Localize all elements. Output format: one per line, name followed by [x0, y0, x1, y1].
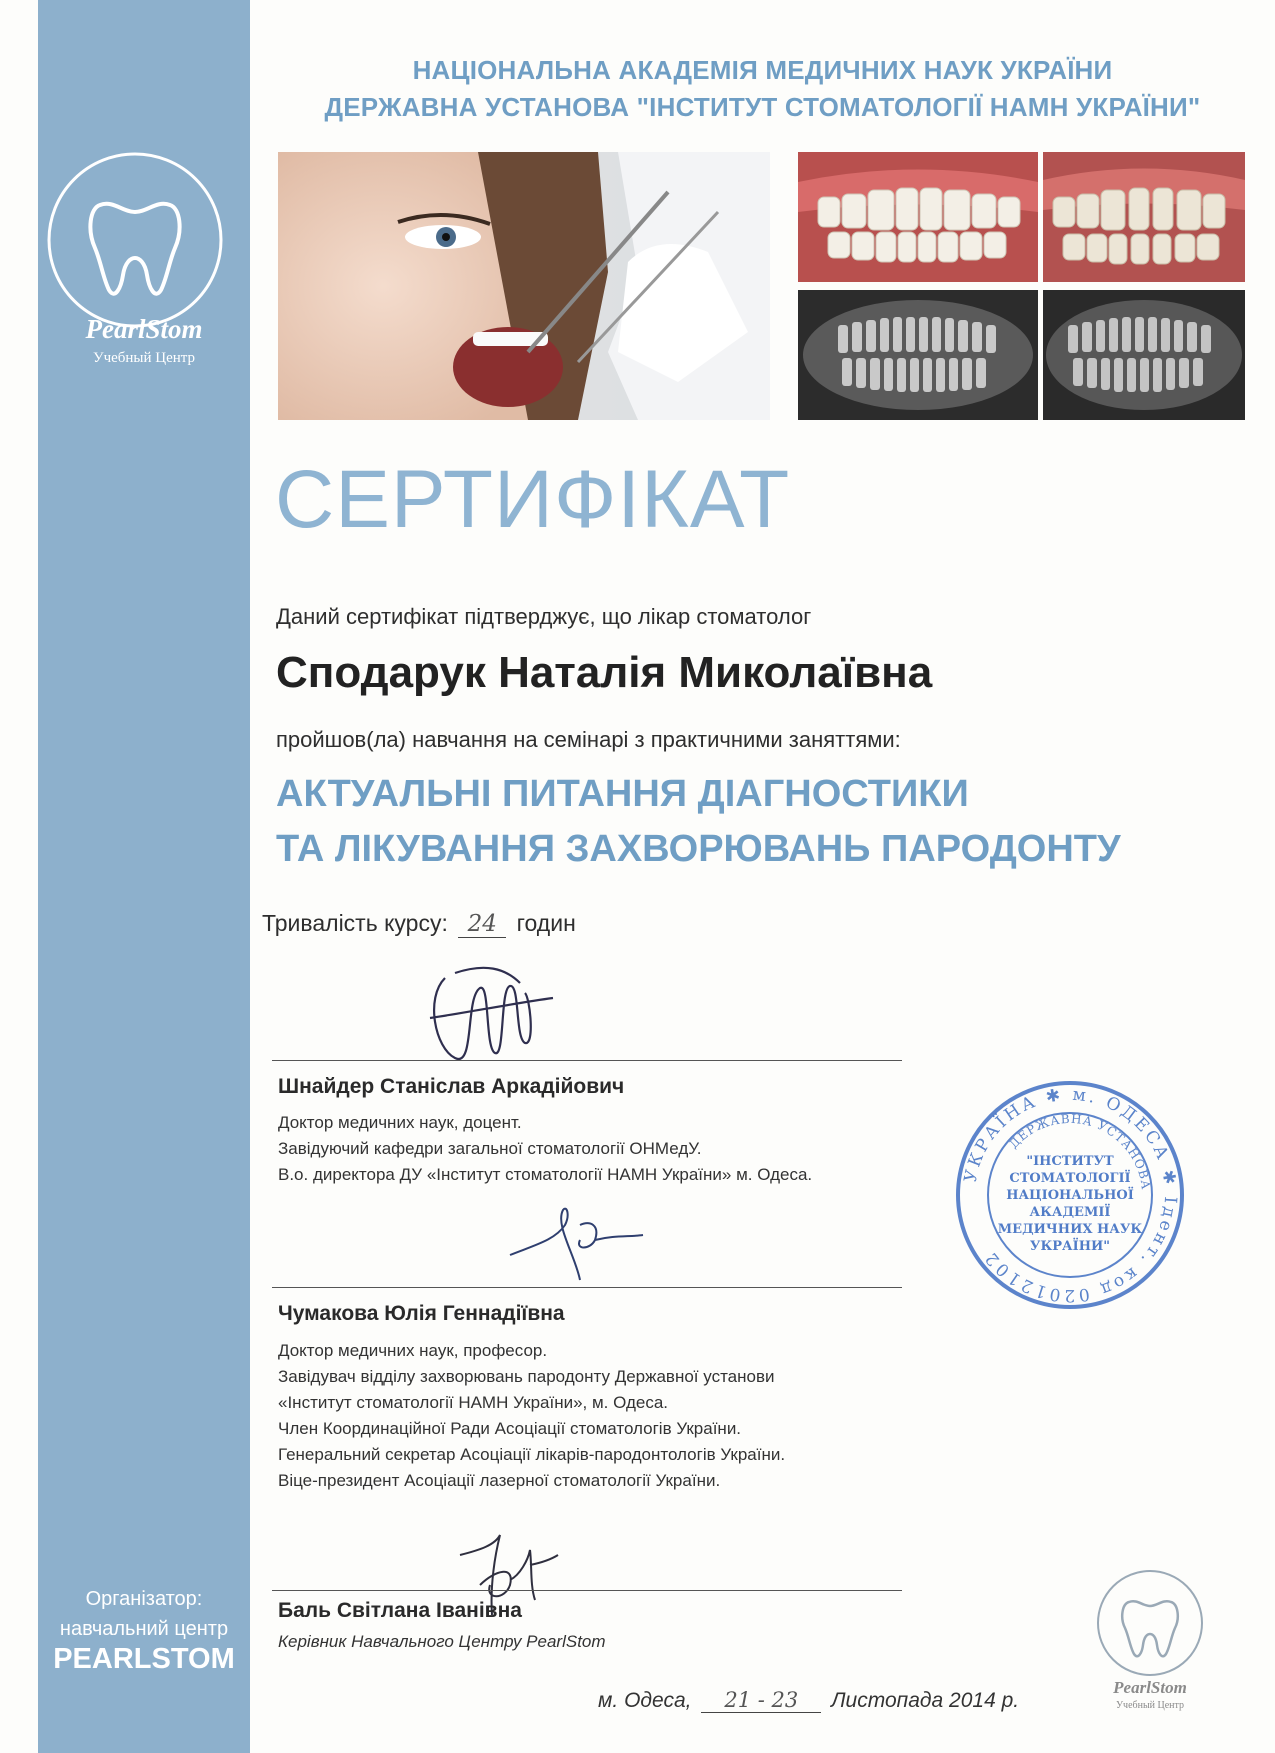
duration-label: Тривалість курсу:: [262, 910, 448, 936]
signature-line-1: [272, 1060, 902, 1061]
signatory-2-line: Генеральний секретар Асоціації лікарів-пародонтологів України.: [278, 1445, 786, 1464]
seal-center-line: АКАДЕМІЇ: [1029, 1205, 1111, 1220]
signatory-1-name: Шнайдер Станіслав Аркадійович: [278, 1075, 625, 1098]
signatory-1-details: [278, 1110, 812, 1188]
issue-city: м. Одеса,: [598, 1689, 692, 1712]
signatory-2-details: [278, 1338, 785, 1494]
signatory-2-line: Член Координаційної Ради Асоціації стоматологів України.: [278, 1419, 742, 1438]
header-institute: ДЕРЖАВНА УСТАНОВА "ІНСТИТУТ СТОМАТОЛОГІЇ НАМН УКРАЇНИ": [324, 92, 1201, 122]
course-title-line-1: АКТУАЛЬНІ ПИТАННЯ ДІАГНОСТИКИ: [276, 773, 969, 815]
issue-month-year: Листопада 2014 р.: [831, 1689, 1020, 1712]
seal-center-line: НАЦІОНАЛЬНОЇ: [1006, 1188, 1134, 1203]
seal-ring-text: ДЕРЖАВНА УСТАНОВА: [1006, 1111, 1153, 1191]
dentist-patient-photo: [278, 152, 770, 420]
duration-unit: годин: [516, 910, 576, 936]
tooth-logo-small-icon: [1095, 1568, 1205, 1678]
signatory-1-line: Доктор медичних наук, доцент.: [278, 1113, 522, 1132]
certificate-title: СЕРТИФІКАТ: [275, 454, 791, 545]
teeth-photo-1: [798, 152, 1038, 282]
seminar-statement: пройшов(ла) навчання на семінарі з практичними заняттями:: [276, 727, 901, 752]
recipient-name: Сподарук Наталія Миколаївна: [276, 648, 933, 697]
course-duration: [262, 910, 576, 938]
organizer-center: навчальний центр: [59, 1618, 229, 1640]
organizer-name: PEARLSTOM: [53, 1643, 235, 1675]
signatory-2-line: «Інститут стоматології НАМН України», м. Одеса.: [278, 1393, 669, 1412]
seal-center-line: "ІНСТИТУТ: [1026, 1154, 1114, 1169]
footer-brand-name: PearlStom: [1113, 1678, 1187, 1697]
xray-photo-1: [798, 290, 1038, 420]
institute-seal-icon: [950, 1075, 1190, 1315]
signatory-1-line: Завідуючий кафедри загальної стоматології ОНМедУ.: [278, 1139, 702, 1158]
issue-date: [598, 1688, 1019, 1713]
seal-center-line: УКРАЇНИ": [1029, 1239, 1111, 1254]
tooth-logo-icon: [45, 150, 225, 330]
header-academy: НАЦІОНАЛЬНА АКАДЕМІЯ МЕДИЧНИХ НАУК УКРАЇНИ: [412, 55, 1113, 85]
sidebar-brand-name: PearlStom: [85, 314, 203, 344]
signature-2-icon: [505, 1195, 645, 1290]
duration-hours: 24: [458, 911, 506, 938]
organizer-label: Організатор:: [85, 1588, 203, 1610]
footer-brand-sub: Учебный Центр: [1115, 1700, 1185, 1711]
signatory-2-line: Завідувач відділу захворювань пародонту Державної установи: [278, 1367, 775, 1386]
signatory-1-line: В.о. директора ДУ «Інститут стоматології НАМН України» м. Одеса.: [278, 1165, 813, 1184]
signatory-2-name: Чумакова Юлія Геннадіївна: [278, 1302, 565, 1325]
sidebar-brand-sub: Учебный Центр: [92, 350, 196, 366]
seal-outer-text: УКРАЇНА ✱ м. ОДЕСА ✱ Ідент. код 02012102: [960, 1084, 1181, 1306]
course-title-line-2: ТА ЛІКУВАННЯ ЗАХВОРЮВАНЬ ПАРОДОНТУ: [276, 828, 1121, 870]
signature-line-2: [272, 1287, 902, 1288]
issue-days: 21 - 23: [701, 1688, 821, 1713]
certificate-intro: Даний сертифікат підтверджує, що лікар стоматолог: [276, 604, 812, 629]
teeth-photo-2: [1043, 152, 1245, 282]
signatory-3-name: Баль Світлана Іванівна: [278, 1599, 522, 1622]
seal-center-line: МЕДИЧНИХ НАУК: [997, 1222, 1143, 1237]
signatory-2-line: Віце-президент Асоціації лазерної стоматології України.: [278, 1471, 721, 1490]
signatory-3-role: Керівник Навчального Центру PearlStom: [278, 1632, 606, 1651]
seal-center-line: СТОМАТОЛОГІЇ: [1009, 1171, 1131, 1186]
signature-1-icon: [425, 958, 555, 1073]
xray-photo-2: [1043, 290, 1245, 420]
signatory-2-line: Доктор медичних наук, професор.: [278, 1341, 548, 1360]
signature-line-3: [272, 1590, 902, 1591]
